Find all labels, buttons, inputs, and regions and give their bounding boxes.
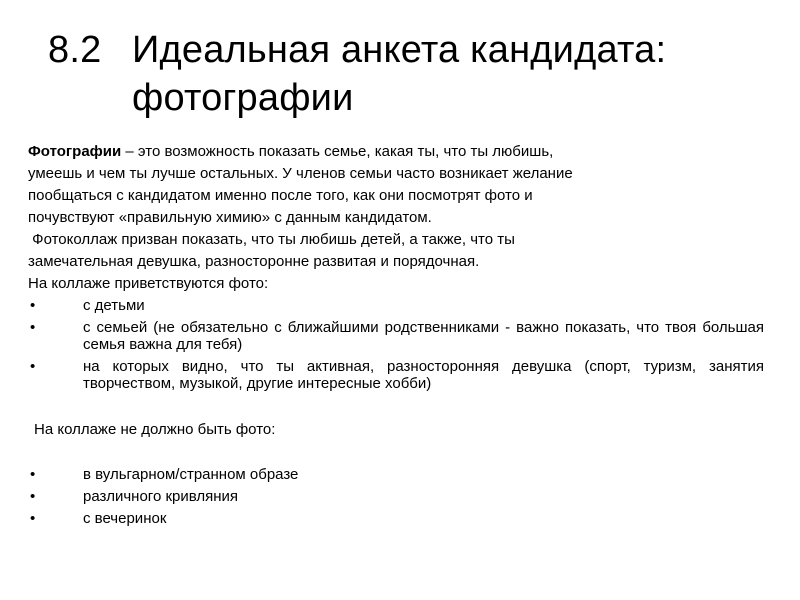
list-item-text: с детьми [83,297,145,314]
bullet: • [30,297,36,314]
body-line: замечательная девушка, разносторонне развитая и порядочная. [28,253,480,270]
list-item [28,510,764,527]
bullet: • [30,466,36,483]
list-item-text: в вульгарном/странном образе [83,466,299,483]
not-allowed-photo-list [28,466,764,527]
list-item [28,319,764,353]
list-item [28,297,764,314]
body-line: Фотоколлаж призван показать, что ты любишь детей, а также, что ты [28,231,515,248]
title-line-1: Идеальная анкета кандидата: [132,29,667,71]
intro-rest: – это возможность показать семье, какая ты, что ты любишь, [121,143,554,160]
title-line-2: фотографии [132,77,354,119]
not-allowed-heading: На коллаже не должно быть фото: [34,421,276,438]
spacer [28,397,764,419]
section-number: 8.2 [48,29,102,71]
body-line: умеешь и чем ты лучше остальных. У членов семьи часто возникает желание [28,165,573,182]
body-line: почувствуют «правильную химию» с данным кандидатом. [28,209,432,226]
bullet: • [30,488,36,505]
spacer [28,441,764,463]
bullet: • [30,510,36,527]
list-item-text: на которых видно, что ты активная, разносторонняя девушка (спорт, туризм, занятия творчеством, музыкой, другие интересные хобби) [83,358,764,392]
welcome-photo-list [28,297,764,392]
list-item-text: различного кривляния [83,488,239,505]
bullet: • [30,319,36,336]
intro-bold-term: Фотографии [28,143,122,160]
list-item-text: с семьей (не обязательно с ближайшими родственниками - важно показать, что твоя большая семья важна для тебя) [83,319,764,353]
body-line: На коллаже приветствуются фото: [28,275,269,292]
list-item [28,488,764,505]
intro-paragraph-line [28,141,764,163]
bullet: • [30,358,36,375]
slide-body [28,141,764,532]
list-item [28,358,764,392]
slide-title [48,26,768,122]
list-item [28,466,764,483]
list-item-text: с вечеринок [83,510,167,527]
body-line: пообщаться с кандидатом именно после того, как они посмотрят фото и [28,187,533,204]
